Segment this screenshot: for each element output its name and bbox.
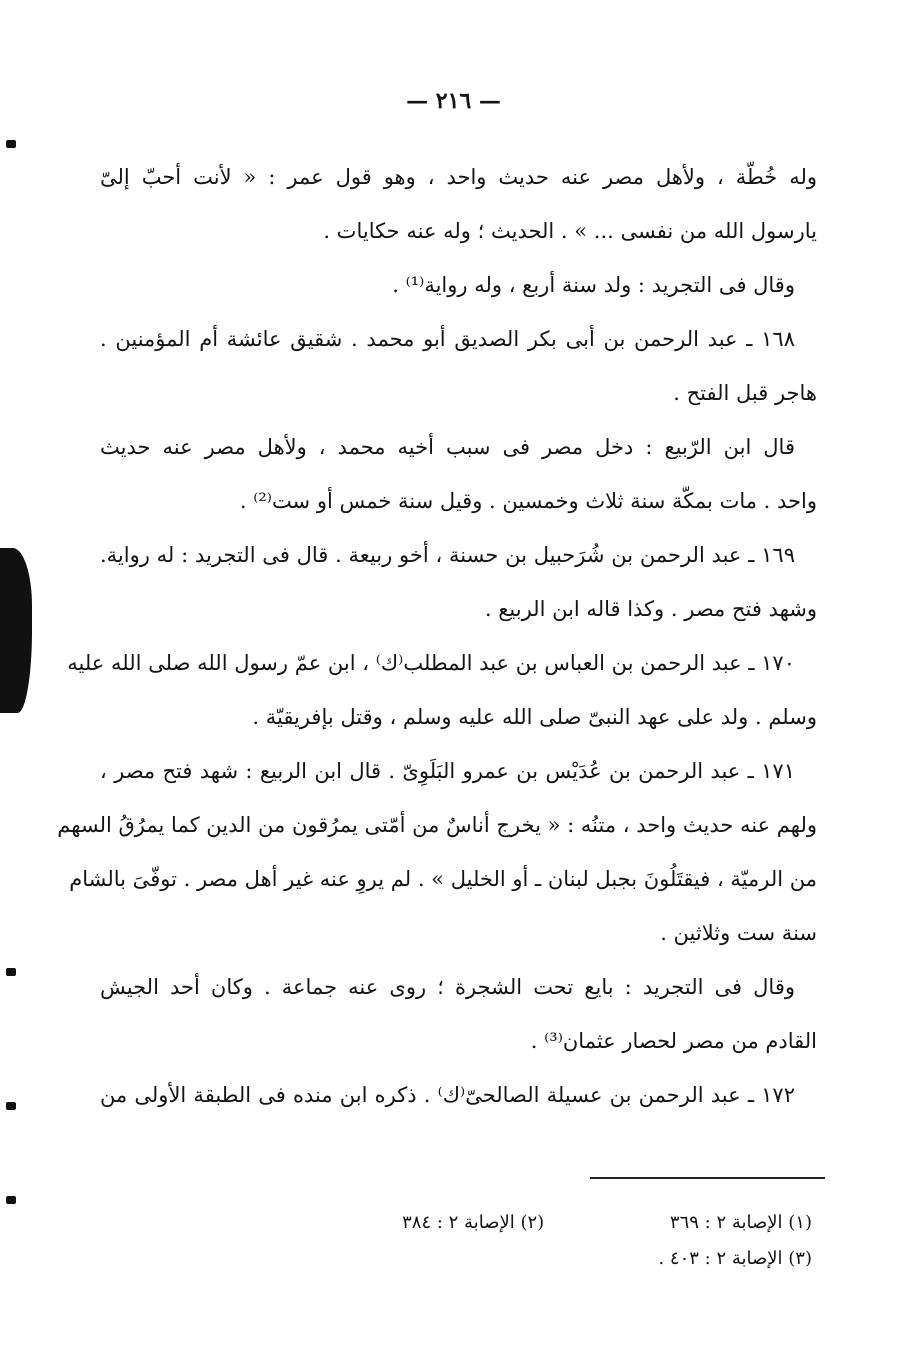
text-line: ولهم عنه حديث واحد ، متنُه : « يخرج أناسٌ من أمّتى يمرُقون من الدين كما يمرُقُ السهم (57, 813, 817, 837)
text-line: واحد . مات بمكّة سنة ثلاث وخمسين . وقيل سنة خمس أو ست⁽²⁾ . (239, 489, 817, 513)
footnote-row (100, 1205, 812, 1241)
footnotes (100, 1205, 812, 1277)
page-number: — ٢١٦ — (406, 88, 501, 114)
entry-169-heading: ١٦٩ ـ عبد الرحمن بن شُرَحبيل بن حسنة ، أخو ربيعة . قال فى التجريد : له رواية. (100, 543, 795, 567)
text-line: وله خُطّة ، ولأهل مصر عنه حديث واحد ، وهو قول عمر : « لأنت أحبّ إلىّ (100, 165, 817, 189)
text-line: وقال فى التجريد : بايع تحت الشجرة ؛ روى عنه جماعة . وكان أحد الجيش (100, 975, 795, 999)
scan-ink-blot (0, 548, 32, 713)
entry-170-heading: ١٧٠ ـ عبد الرحمن بن العباس بن عبد المطلب⁽ك⁾ ، ابن عمّ رسول الله صلى الله عليه (67, 651, 795, 675)
text-line: وسلم . ولد على عهد النبىّ صلى الله عليه وسلم ، وقتل بإفريقيّة . (252, 705, 817, 729)
scan-margin-mark (6, 968, 16, 976)
text-line: من الرميّة ، فيقتَلُونَ بجبل لبنان ـ أو الخليل » . لم يروِ عنه غير أهل مصر . توفّىَ بالشام (69, 867, 817, 891)
body-text (57, 150, 817, 1122)
footnote-2: (٢) الإصابة ٢ : ٣٨٤ (402, 1212, 545, 1233)
scan-margin-mark (6, 140, 16, 148)
text-line: يارسول الله من نفسى ... » . الحديث ؛ وله عنه حكايات . (323, 219, 817, 243)
text-line: القادم من مصر لحصار عثمان⁽³⁾ . (530, 1029, 817, 1053)
footnote-divider (590, 1177, 825, 1179)
text-line: سنة ست وثلاثين . (660, 921, 817, 945)
footnote-1: (١) الإصابة ٢ : ٣٦٩ (669, 1212, 812, 1233)
text-line: هاجر قبل الفتح . (673, 381, 817, 405)
text-line: وقال فى التجريد : ولد سنة أربع ، وله رواية⁽¹⁾ . (392, 273, 795, 297)
footnote-3: (٣) الإصابة ٢ : ٤٠٣ . (658, 1248, 812, 1269)
entry-168-heading: ١٦٨ ـ عبد الرحمن بن أبى بكر الصديق أبو محمد . شقيق عائشة أم المؤمنين . (100, 327, 795, 351)
scan-margin-mark (6, 1196, 16, 1204)
text-line: وشهد فتح مصر . وكذا قاله ابن الربيع . (484, 597, 817, 621)
scan-margin-mark (6, 1102, 16, 1110)
entry-172-heading: ١٧٢ ـ عبد الرحمن بن عسيلة الصالحىّ⁽ك⁾ . ذكره ابن منده فى الطبقة الأولى من (100, 1083, 795, 1107)
footnote-row (100, 1241, 812, 1277)
entry-171-heading: ١٧١ ـ عبد الرحمن بن عُدَيْس بن عمرو البَلَوِىّ . قال ابن الربيع : شهد فتح مصر ، (100, 759, 795, 783)
text-line: قال ابن الرّبيع : دخل مصر فى سبب أخيه محمد ، ولأهل مصر عنه حديث (100, 435, 795, 459)
